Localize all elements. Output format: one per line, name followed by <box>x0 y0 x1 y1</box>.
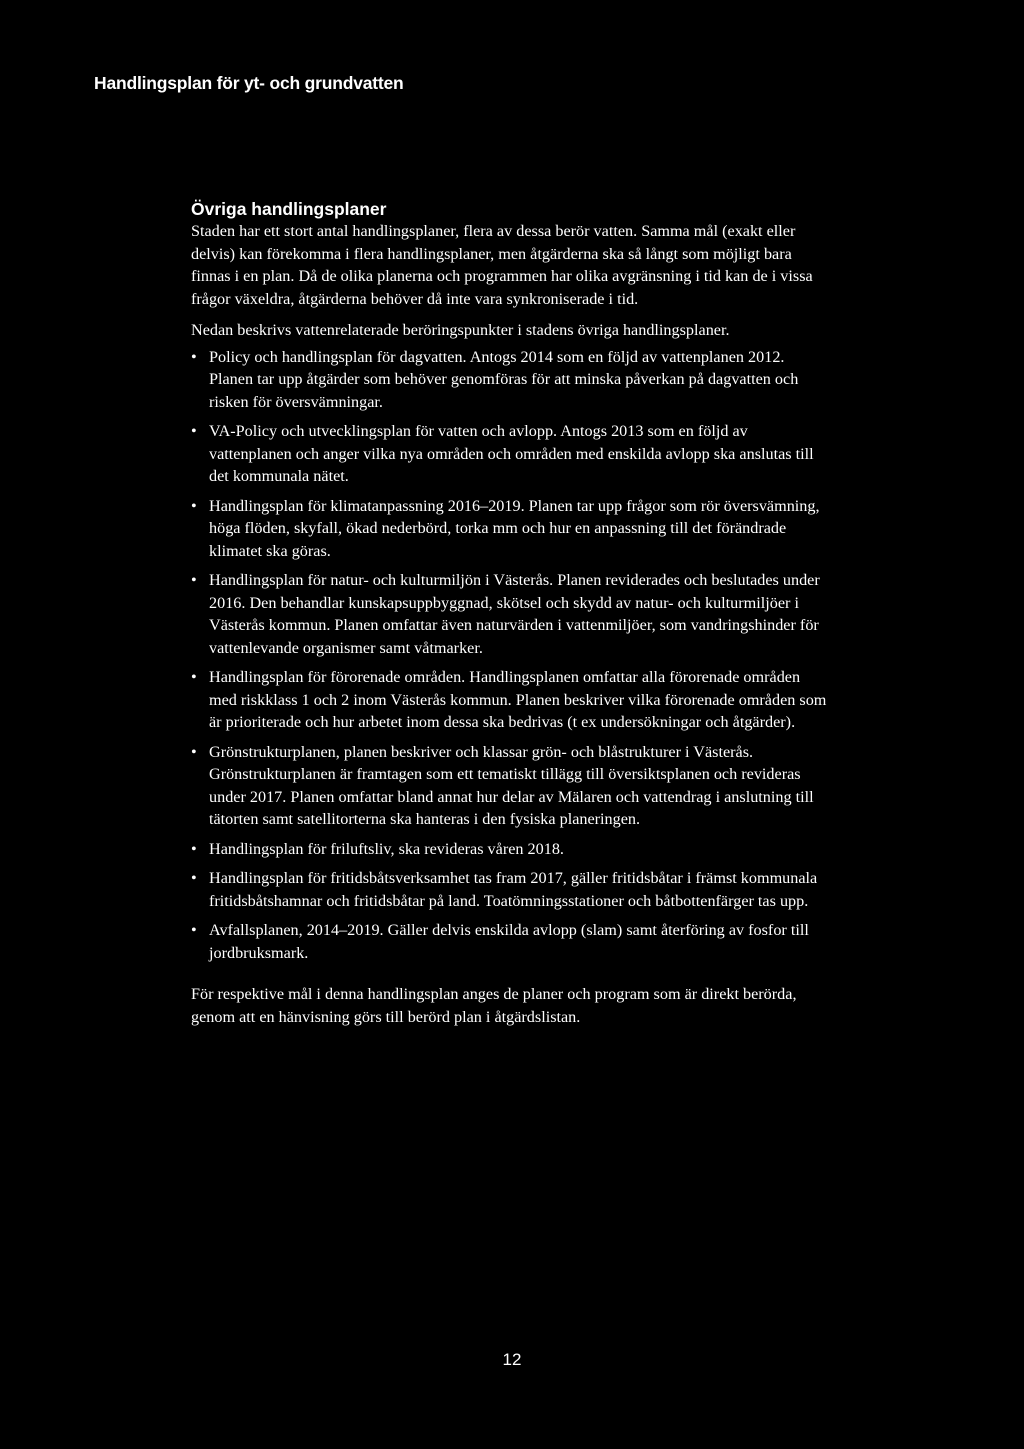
list-item <box>191 838 831 861</box>
running-header: Handlingsplan för yt- och grundvatten <box>94 73 404 93</box>
list-item <box>191 919 831 964</box>
list-item <box>191 346 831 414</box>
bullet-icon: • <box>191 496 197 515</box>
list-item <box>191 741 831 831</box>
list-item-text: Handlingsplan för natur- och kulturmiljön i Västerås. Planen reviderades och beslutades under 2016. Den behandlar kunskapsuppbyggnad, skötsel och skydd av natur- och kulturmiljöer i Västerås kommun. Planen omfattar även naturvärden i vattenmiljöer, som vandringshinder för vattenlevande organismer samt våtmarker. <box>209 571 820 657</box>
list-item-text: Handlingsplan för förorenade områden. Handlingsplanen omfattar alla förorenade områden med riskklass 1 och 2 inom Västerås kommun. Planen beskriver vilka förorenade områden som är prioriterade och hur arbetet inom dessa ska bedrivas (t ex undersökningar och åtgärder). <box>209 668 827 731</box>
list-item-text: Handlingsplan för klimatanpassning 2016–2019. Planen tar upp frågor som rör översvämning, höga flöden, skyfall, ökad nederbörd, torka mm och hur en anpassning till det förändrade klimatet ska göras. <box>209 496 820 560</box>
list-item <box>191 666 831 734</box>
related-plans-list <box>191 346 831 965</box>
bullet-icon: • <box>191 921 197 939</box>
list-item-text: Handlingsplan för fritidsbåtsverksamhet tas fram 2017, gäller fritidsbåtar i främst kommunala fritidsbåtshamnar och fritidsbåtar på land. Toatömningsstationer och båtbottenfärger tas upp. <box>209 869 818 910</box>
list-item-text: Handlingsplan för friluftsliv, ska revideras våren 2018. <box>209 839 564 858</box>
bullet-icon: • <box>191 571 197 589</box>
bullet-icon: • <box>191 347 197 366</box>
list-item-text: Policy och handlingsplan för dagvatten. Antogs 2014 som en följd av vattenplanen 2012. Planen tar upp åtgärder som behöver genomföras för att minska påverkan på dagvatten och risken för översvämningar. <box>209 347 799 411</box>
closing-paragraph: För respektive mål i denna handlingsplan anges de planer och program som är direkt berörda, genom att en hänvisning görs till berörd plan i åtgärdslistan. <box>191 985 797 1026</box>
list-item-text: Grönstrukturplanen, planen beskriver och klassar grön- och blåstrukturer i Västerås. Grönstrukturplanen är framtagen som ett tematiskt tillägg till översiktsplanen och revideras under 2017. Planen omfattar bland annat hur delar av Mälaren och vattendrag i anslutning till tätorten samt satellitorterna ska hanteras i den fysiska planeringen. <box>209 742 814 828</box>
bullet-icon: • <box>191 422 197 440</box>
bullet-icon: • <box>191 839 197 858</box>
list-item <box>191 420 831 488</box>
bullet-icon: • <box>191 742 197 761</box>
list-item <box>191 569 831 659</box>
list-item <box>191 867 831 912</box>
bullet-icon: • <box>191 668 197 686</box>
list-item-text: Avfallsplanen, 2014–2019. Gäller delvis enskilda avlopp (slam) samt återföring av fosfor till jordbruksmark. <box>209 921 809 962</box>
list-item-text: VA-Policy och utvecklingsplan för vatten och avlopp. Antogs 2013 som en följd av vattenplanen och anger vilka nya områden och områden med enskilda avlopp ska anslutas till det kommunala nätet. <box>209 422 814 485</box>
intro-paragraph: Staden har ett stort antal handlingsplaner, flera av dessa berör vatten. Samma mål (exakt eller delvis) kan förekomma i flera handlingsplaner, men åtgärderna ska så långt som möjligt bara finnas i en plan. Då de olika planerna och programmen har olika avgränsning i tid kan de i vissa frågor växeldra, åtgärderna behöver då inte vara synkroniserade i tid. <box>191 222 813 308</box>
section-heading: Övriga handlingsplaner <box>191 199 387 219</box>
bullet-icon: • <box>191 869 197 887</box>
list-item <box>191 495 831 563</box>
page-number: 12 <box>502 1350 522 1369</box>
lead-paragraph: Nedan beskrivs vattenrelaterade beröringspunkter i stadens övriga handlingsplaner. <box>191 321 730 339</box>
main-content <box>191 198 831 1028</box>
